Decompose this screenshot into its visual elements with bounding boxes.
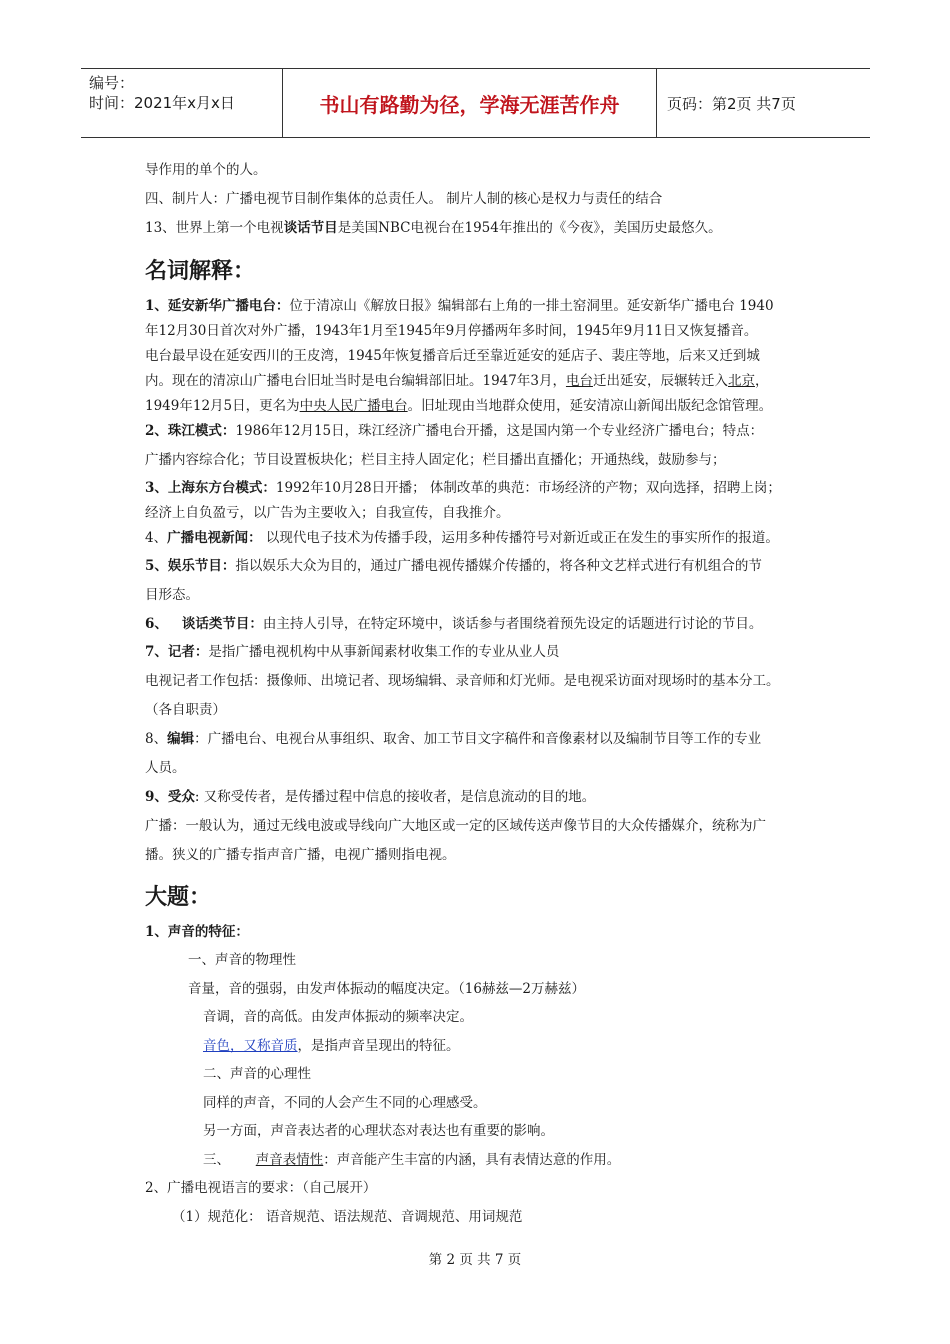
text-line: 年12月30日首次对外广播，1943年1月至1945年9月停播两年多时间，1945年9月11日又恢复播音。	[145, 323, 758, 339]
text-line: 另一方面，声音表达者的心理状态对表达也有重要的影响。	[203, 1123, 554, 1139]
text-line: 四、制片人：广播电视节目制作集体的总责任人。 制片人制的核心是权力与责任的结合	[145, 191, 663, 207]
time-label: 时间：2021年x月x日	[89, 94, 235, 112]
text-line: 广播内容综合化；节目设置板块化；栏目主持人固定化；栏目播出直播化；开通热线，鼓励参与；	[145, 452, 726, 468]
text-line: （1）规范化： 语音规范、语法规范、音调规范、用词规范	[172, 1209, 523, 1225]
term-1: 1、延安新华广播电台：位于清凉山《解放日报》编辑部右上角的一排土窑洞里。延安新华广播电台 1940	[145, 298, 774, 314]
text-line: 目形态。	[145, 587, 199, 603]
term-label: 9、受众	[145, 789, 195, 805]
text-line: 同样的声音，不同的人会产生不同的心理感受。	[203, 1095, 487, 1111]
page-footer: 第 2 页 共 7 页	[428, 1252, 522, 1268]
term-label: 编辑	[167, 731, 195, 747]
text-line: （各自职责）	[145, 702, 226, 718]
term-9: 9、受众: 又称受传者，是传播过程中信息的接收者，是信息流动的目的地。	[145, 789, 596, 805]
term-label: 广播电视新闻：	[167, 530, 262, 546]
underlined-link[interactable]: 电台	[565, 373, 593, 389]
term-7: 7、记者：是指广播电视机构中从事新闻素材收集工作的专业从业人员	[145, 644, 560, 660]
header-table	[81, 68, 870, 138]
text-line: 音量，音的强弱，由发声体振动的幅度决定。（16赫兹—2万赫兹）	[188, 981, 586, 997]
underlined-term[interactable]: 声音表情性	[255, 1152, 324, 1168]
text-line: 一、声音的物理性	[188, 952, 296, 968]
text-line: 人员。	[145, 760, 186, 776]
question-2: 2、广播电视语言的要求：（自己展开）	[145, 1180, 377, 1196]
term-label: 1、延安新华广播电台：	[145, 298, 290, 314]
term-3: 3、上海东方台模式：1992年10月28日开播； 体制改革的典范：市场经济的产物；双向选择，招聘上岗；	[145, 480, 781, 496]
text-line: 经济上自负盈亏，以广告为主要收入；自我宣传，自我推介。	[145, 505, 510, 521]
term-4: 4、广播电视新闻： 以现代电子技术为传播手段，运用多种传播符号对新近或正在发生的事实所作的报道。	[145, 530, 779, 546]
text-line: 音调，音的高低。由发声体振动的频率决定。	[203, 1009, 473, 1025]
text-line: 二、声音的心理性	[203, 1066, 311, 1082]
term-label: 2、珠江模式：	[145, 423, 236, 439]
text-line: 三、 声音表情性：声音能产生丰富的内涵，具有表情达意的作用。	[203, 1152, 621, 1168]
number-label: 编号：	[89, 74, 135, 92]
header-motto: 书山有路勤为径，学海无涯苦作舟	[283, 69, 657, 137]
text-line: 广播：一般认为，通过无线电波或导线向广大地区或一定的区域传送声像节目的大众传播媒介，统称为广	[145, 818, 766, 834]
term-label: 3、上海东方台模式：	[145, 480, 276, 496]
text-line: 播。狭义的广播专指声音广播，电视广播则指电视。	[145, 847, 456, 863]
text-line: 音色，又称音质，是指声音呈现出的特征。	[203, 1038, 460, 1054]
bold-term: 谈话节目	[283, 220, 338, 236]
header-meta-cell	[81, 69, 283, 137]
term-6: 6、 谈话类节目：由主持人引导，在特定环境中，谈话参与者围绕着预先设定的话题进行讨论的节目。	[145, 616, 763, 632]
term-2: 2、珠江模式：1986年12月15日，珠江经济广播电台开播，这是国内第一个专业经济广播电台；特点：	[145, 423, 764, 439]
text-line: 电台最早设在延安西川的王皮湾，1945年恢复播音后迁至靠近延安的延店子、裴庄等地，后来又迁到城	[145, 348, 760, 364]
underlined-link[interactable]: 北京	[727, 373, 755, 389]
question-1: 1、声音的特征：	[145, 924, 249, 940]
timbre-link[interactable]: 音色，又称音质	[203, 1038, 298, 1054]
term-label: 7、记者：	[145, 644, 209, 660]
text-line: 内。现在的清凉山广播电台旧址当时是电台编辑部旧址。1947年3月，电台迁出延安，辰辗转迁入北京，	[145, 373, 769, 389]
section-heading-questions: 大题：	[145, 885, 212, 910]
text-line: 13、世界上第一个电视谈话节目是美国NBC电视台在1954年推出的《今夜》，美国历史最悠久。	[145, 220, 722, 236]
underlined-link[interactable]: 中央人民广播电台	[299, 398, 408, 414]
term-5: 5、娱乐节目：指以娱乐大众为目的，通过广播电视传播媒介传播的，将各种文艺样式进行有机组合的节	[145, 558, 762, 574]
term-8: 8、编辑：广播电台、电视台从事组织、取舍、加工节目文字稿件和音像素材以及编制节目等工作的专业	[145, 731, 762, 747]
header-page-label: 页码：第2页 共7页	[667, 94, 796, 113]
section-heading-terms: 名词解释：	[145, 259, 256, 284]
term-label: 5、娱乐节目：	[145, 558, 236, 574]
text-line: 1949年12月5日，更名为中央人民广播电台。旧址现由当地群众使用，延安清凉山新闻出版纪念馆管理。	[145, 398, 773, 414]
text-line: 导作用的单个的人。	[145, 162, 267, 178]
text-line: 电视记者工作包括：摄像师、出境记者、现场编辑、录音师和灯光师。是电视采访面对现场时的基本分工。	[145, 673, 780, 689]
term-label: 谈话类节目：	[181, 616, 263, 632]
